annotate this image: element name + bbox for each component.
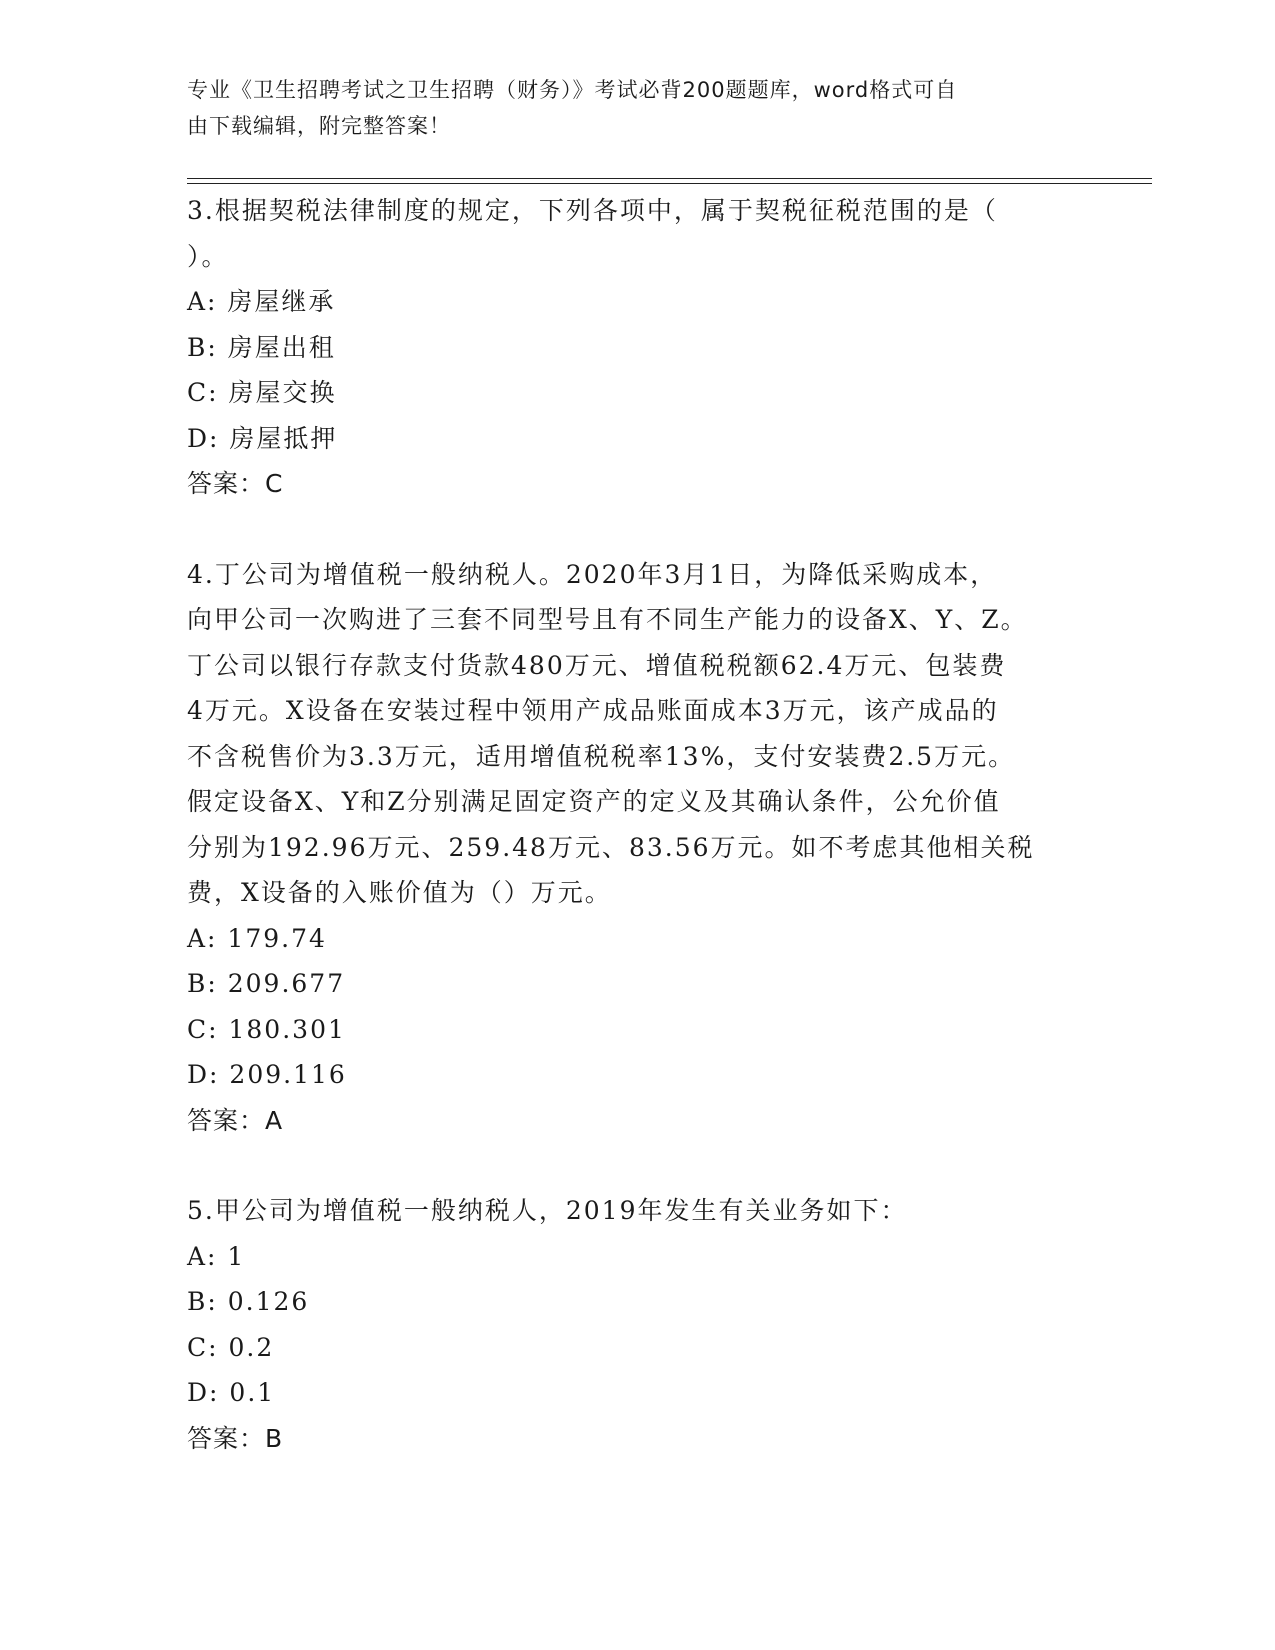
question-4 [187,552,1087,1144]
question-stem [187,1188,1087,1234]
option-a: A: 房屋继承 [187,287,336,316]
option-b: B: 0.126 [187,1287,310,1316]
stem-line: 4万元。X设备在安装过程中领用产成品账面成本3万元，该产成品的 [187,696,999,725]
stem-line: 丁公司以银行存款支付货款480万元、增值税税额62.4万元、包装费 [187,650,1007,680]
option-a: A: 1 [187,1241,246,1271]
option-d: D: 0.1 [187,1378,276,1407]
option-c: C: 180.301 [187,1014,346,1044]
stem-line: 费，X设备的入账价值为（）万元。 [187,878,612,907]
stem-line: 4.丁公司为增值税一般纳税人。2020年3月1日，为降低采购成本， [187,559,998,589]
stem-line: 分别为192.96万元、259.48万元、83.56万元。如不考虑其他相关税 [187,832,1035,862]
stem-line: 假定设备X、Y和Z分别满足固定资产的定义及其确认条件，公允价值 [187,787,1001,816]
question-stem [187,552,1087,916]
stem-line: 5.甲公司为增值税一般纳税人，2019年发生有关业务如下： [187,1196,908,1225]
header-divider-bottom [187,183,1152,184]
stem-line: 3.根据契税法律制度的规定，下列各项中，属于契税征税范围的是（ [187,196,998,225]
option-b: B: 房屋出租 [187,332,336,362]
intro-line-2: 由下载编辑，附完整答案！ [187,114,451,138]
option-d: D: 房屋抵押 [187,423,338,453]
stem-line: 不含税售价为3.3万元，适用增值税税率13%，支付安装费2.5万元。 [187,741,1016,771]
stem-line: 向甲公司一次购进了三套不同型号且有不同生产能力的设备X、Y、Z。 [187,605,1028,634]
option-c: C: 房屋交换 [187,378,337,407]
document-intro [187,72,1067,144]
header-divider-top [187,178,1152,179]
answer-line: 答案：C [187,469,284,498]
answer-line: 答案：A [187,1105,284,1135]
answer-line: 答案：B [187,1423,284,1453]
question-stem [187,188,1087,279]
question-list [187,188,1087,1461]
option-c: C: 0.2 [187,1332,275,1362]
question-5 [187,1188,1087,1461]
option-d: D: 209.116 [187,1060,347,1089]
question-3 [187,188,1087,507]
intro-line-1: 专业《卫生招聘考试之卫生招聘（财务）》考试必背200题题库，word格式可自 [187,78,958,102]
option-b: B: 209.677 [187,969,346,998]
option-a: A: 179.74 [187,923,327,953]
stem-line: ）。 [187,241,229,271]
